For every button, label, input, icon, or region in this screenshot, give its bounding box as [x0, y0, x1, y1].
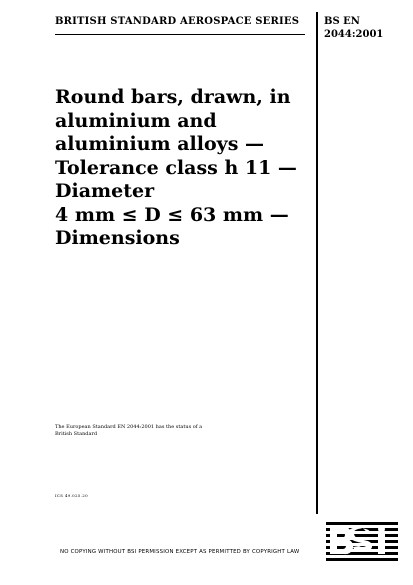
copyright-notice: NO COPYING WITHOUT BSI PERMISSION EXCEPT AS PERMITTED BY COPYRIGHT LAW: [60, 549, 300, 555]
header-rule: [55, 34, 305, 35]
vertical-rule: [316, 12, 318, 514]
standard-number-line-2: 2044:2001: [324, 29, 384, 40]
document-title: [55, 86, 313, 251]
title-line: Dimensions: [55, 227, 180, 249]
title-line: 4 mm ≤ D ≤ 63 mm —: [55, 203, 289, 226]
series-title: BRITISH STANDARD AEROSPACE SERIES: [55, 16, 300, 27]
standard-number: [324, 15, 383, 41]
standard-number-line-1: BS EN: [324, 16, 360, 27]
ics-reference-code: ICS 49.025.20: [55, 493, 88, 498]
title-line: aluminium and: [55, 109, 217, 132]
title-line: Diameter: [55, 180, 155, 202]
status-note-line-2: British Standard: [55, 431, 98, 437]
title-line: Round bars, drawn, in: [55, 86, 291, 108]
status-note: [55, 424, 295, 438]
status-note-line-1: The European Standard EN 2044:2001 has the status of a: [55, 424, 203, 430]
title-line: Tolerance class h 11 —: [55, 156, 297, 179]
title-line: aluminium alloys —: [55, 133, 264, 155]
bsi-logo: [326, 520, 398, 564]
